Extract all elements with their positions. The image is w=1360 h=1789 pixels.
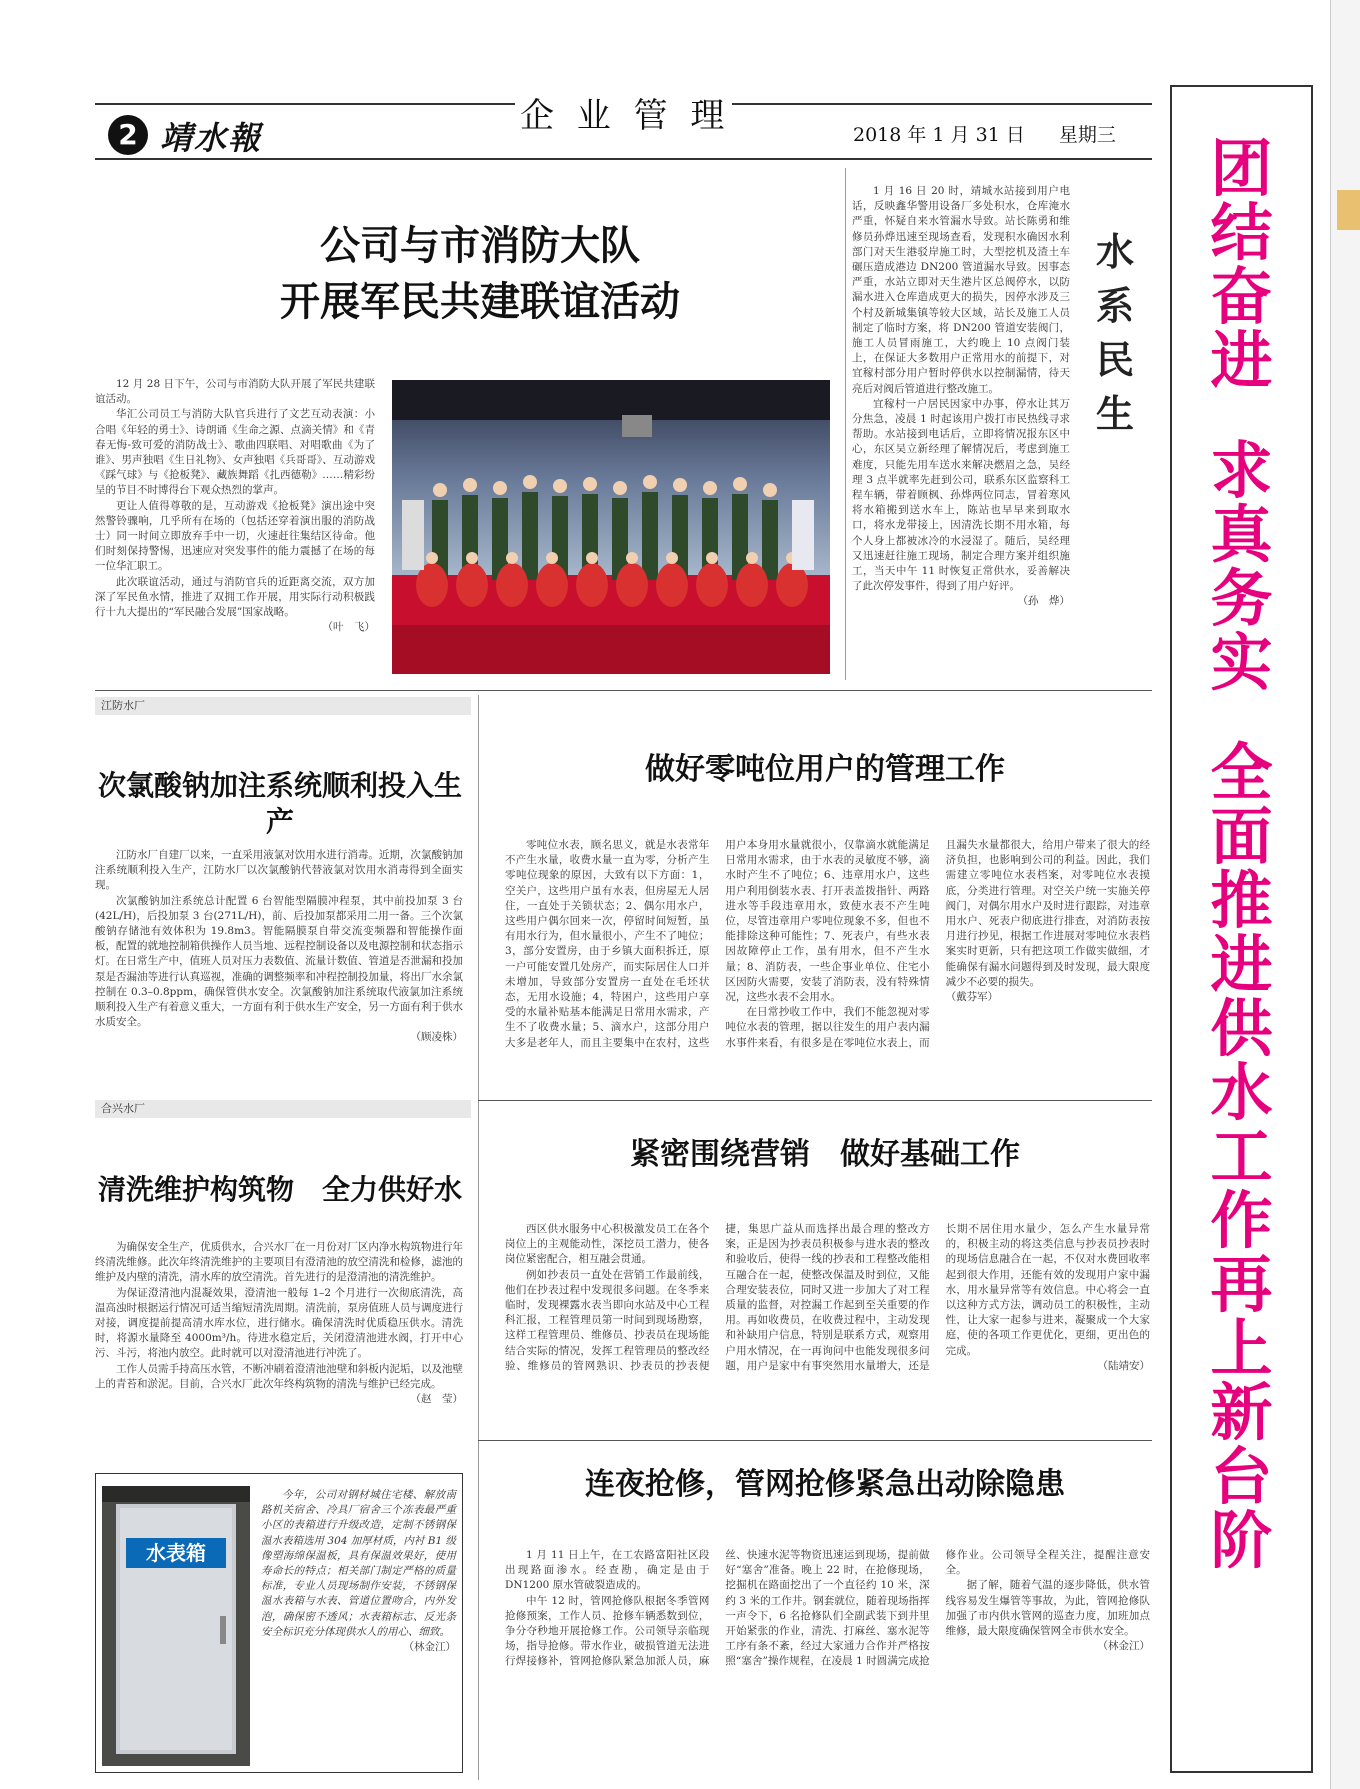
- slogan-char: 面: [1210, 800, 1273, 873]
- slogan-char: 工: [1210, 1120, 1273, 1193]
- article-fire-brigade-body: 12 月 28 日下午，公司与市消防大队开展了军民共建联谊活动。 华汇公司员工与消防大队官兵进行了文艺互动表演：小合唱《年轻的勇士》、诗朗诵《生命之源、点滴关情》和《青春无悔-致可爱的消防战士》、歌曲四联唱、对唱歌曲《为了谁》、男声独唱《生日礼物》、女声独唱《兵哥哥》、互动游戏《踩气球》与《抢板凳》、藏族舞蹈《扎西德勒》……精彩纷呈的节目不时博得台下观众热烈的掌声。 更让人值得尊敬的是，互动游戏《抢板凳》演出途中突然警铃骤响，几乎所有在场的（包括还穿着演出服的消防战士）同一时间立即放弃手中一切，火速赶往集结区待命。他们时刻保持警惕，迅速应对突发事件的能力震撼了在场的每一位华汇职工。 此次联谊活动，通过与消防官兵的近距离交流，双方加深了军民鱼水情，推进了双拥工作开展，用实际行动积极践行十九大提出的“军民融合发展”国家战略。 （叶 飞）: [95, 377, 375, 635]
- article-water-livelihood-title: 水 系 民 生: [1095, 229, 1134, 436]
- column-divider-left: [478, 695, 479, 1780]
- meter-box-photo: [102, 1486, 250, 1766]
- slogan-char: 上: [1210, 1312, 1273, 1385]
- weekday-text: 星期三: [1058, 124, 1116, 146]
- article-cleaning-structures-body: 为确保安全生产，优质供水，合兴水厂在一月份对厂区内净水构筑物进行年终清洗维修。此次年终清洗维护的主要项目有澄清池的放空清洗和检修，滤池的维护及内壁的清洗，清水库的放空清洗。首先进行的是澄清池的清洗维护。 为保证澄清池内混凝效果，澄清池一般每 1–2 个月进行一次彻底清洗，高温高浊时根据运行情况可适当缩短清洗周期。清洗前，泵房值班人员与调度进行对接，调度提前提高清水库水位，进行储水。确保清洗时优质稳压供水。清洗时，将源水量降至 4000m³/h。待进水稳定后，关闭澄清池进水阀，打开中心污、斗污，将池内放空。此时就可以对澄清池进行冲洗了。 工作人员需手持高压水管，不断冲刷着澄清池池壁和斜板内泥垢，以及池壁上的青苔和淤泥。目前，合兴水厂此次年终构筑物的清洗与维护已经完成。 （赵 莹）: [95, 1240, 463, 1407]
- article-zero-tonnage-body: 零吨位水表，顾名思义，就是水表常年不产生水量，收费水量一直为零，分析产生零吨位现象的原因，大致有以下方面：1，空关户，这些用户虽有水表，但房屋无人居住，一直处于关锁状态；2、偶尔用水户，这些用户偶尔回来一次，停留时间短暂，虽有用水行为，但水量很小，产生不了吨位；3，部分安置房，由于乡镇大面积拆迁，原一户可能安置几处房产，而实际居住人口并未增加，导致部分安置房一直处在毛坯状态，无用水设施；4，特困户，这些用户享受的水量补贴基本能满足日常用水需求，产生不了收费水量；5、滴水户，这部分用户大多是老年人，而且主要集中在农村，这些用户本身用水量就很小，仅靠滴水就能满足日常用水需求，由于水表的灵敏度不够，滴水时产生不了吨位；6、违章用水户，这些用户利用倒装水表、打开表盖拨指针、两路进水等手段违章用水，致使水表不产生吨位，尽管违章用户零吨位现象不多，但也不能排除这种可能性；7、死表户，有些水表因故障停止工作，虽有用水，但不产生水量；8、消防表，一些企事业单位、住宅小区因防火需要，安装了消防表，没有特殊情况，这些水表不会用水。 在日常抄收工作中，我们不能忽视对零吨位水表的管理，据以往发生的用户表内漏水事件来看，有很多是在零吨位水表上，而且漏失水量都很大，给用户带来了很大的经济负担，也影响到公司的利益。因此，我们需建立零吨位水表档案，对零吨位水表摸底，分类进行管理。对空关户统一实施关停阀门，对偶尔用水户及时进行跟踪，对违章用水户、死表户彻底进行排查，对消防表按月进行抄见，根据工作进展对零吨位水表档案实时更新，只有把这项工作做实做细，才能确保有漏水问题得到及时发现，最大限度减少不必要的损失。 （戴芬军）: [505, 839, 1150, 1049]
- issue-date: [853, 120, 1116, 147]
- title-line-2: 开展军民共建联谊活动: [280, 278, 680, 325]
- slogan-char: 新: [1210, 1376, 1273, 1449]
- article-marketing-body: 西区供水服务中心积极激发员工在各个岗位上的主观能动性，深挖员工潜力，使各岗位紧密配合，相互融会贯通。 例如抄表员一直处在营销工作最前线，他们在抄表过程中发现很多问题。在冬季来临时，发现裸露水表当即向水站及中心工程科汇报，工程管理员第一时间到现场勘察，这样工程管理员、维修员、抄表员在现场能结合实际的情况，发挥工程管理员的整改经验、维修员的管网熟识、抄表员的抄表便捷，集思广益从而选择出最合理的整改方案，正是因为抄表员积极参与进水表的整改和验收后，使得一线的抄表和工程整改能相互融合在一起，使整改保温及时到位，又能合理安装表位，同时又进一步加大了对工程质量的监督，对控漏工作起到至关重要的作用。再如收费员，在收费过程中，主动发现和补缺用户信息，特别是联系方式，观察用户用水情况，在一再询问中也能发现很多问题，用户是家中有事突然用水量增大，还是长期不居住用水量少，怎么产生水量异常的，积极主动的将这类信息与抄表员抄表时的现场信息融合在一起，不仅对水费回收率起到很大作用，还能有效的发现用户家中漏水，用水量异常等有效信息。中心将会一直以这种方式方法，调动员工的积极性，主动性，让大家一起参与进来，凝聚成一个大家庭，使的各项工作更优化，更细，更出色的完成。 （陆靖安）: [505, 1222, 1150, 1374]
- slogan-char: 结: [1210, 196, 1273, 269]
- author: （赵 莹）: [410, 1393, 463, 1406]
- slogan-char: 奋: [1210, 260, 1273, 333]
- article-sodium-hypochlorite-body: 江防水厂自建厂以来，一直采用液氯对饮用水进行消毒。近期，次氯酸钠加注系统顺利投入生产，江防水厂以次氯酸钠代替液氯对饮用水消毒得到全面实现。 次氯酸钠加注系统总计配置 6 台智能型隔膜冲程泵，其中前投加泵 3 台(42L/H)，后投加泵 3 台(271L/H)，前、后投加泵都采用二用一备。三个次氯酸钠存储池有效体积为 19.8m3。智能隔膜泵自带交流变频器和智能操作面板，配置的就地控制箱供操作人员当地、远程控制设备以及电源控制和状态指示灯。在日常生产中，值班人员对压力表数值、流量计数值、管道是否泄漏和投加泵是否漏油等进行认真巡视，准确的调整频率和冲程控制投加量，将出厂水余氯控制在 0.3–0.8ppm，确保管供水安全。次氯酸钠加注系统取代液氯加注系统顺利投入生产有着意义重大，一方面有利于供水生产安全，另一方面有利于供水水质安全。 （顾凌株）: [95, 848, 463, 1046]
- header-rule-right: [732, 103, 1152, 105]
- slogan-char: 阶: [1210, 1504, 1273, 1577]
- slogan-char: 推: [1210, 864, 1273, 937]
- slogan-char: 进: [1210, 324, 1273, 397]
- slogan-char: 团: [1210, 132, 1273, 205]
- performance-photo: [392, 380, 830, 674]
- masthead: 靖水報: [160, 119, 263, 157]
- page-number-circle: [108, 115, 148, 155]
- page-number: 2: [118, 118, 138, 151]
- row-divider-1: [95, 690, 1152, 691]
- slogan-banner: [1170, 85, 1313, 1773]
- stage-group-photo: [392, 380, 830, 674]
- slogan-text: [1172, 87, 1311, 1577]
- slogan-char: 再: [1210, 1248, 1273, 1321]
- author: （林金江）: [403, 1641, 456, 1654]
- article-zero-tonnage-title: 做好零吨位用户的管理工作: [645, 752, 1005, 787]
- slogan-char: 作: [1210, 1184, 1273, 1257]
- slogan-gap: [1172, 695, 1311, 741]
- slogan-char: 进: [1210, 928, 1273, 1001]
- title-line-1: 公司与市消防大队: [320, 222, 640, 269]
- author: （孙 烨）: [1017, 595, 1070, 608]
- article-meter-box-body: 今年，公司对钢材城住宅楼、解放南路机关宿舍、冷具厂宿舍三个冻表最严重小区的表箱进行升级改造，定制不锈钢保温水表箱选用 304 加厚材质，内衬 B1 级像塑海绵保温板，具有保温效果好，使用寿命长的特点；相关部门制定严格的质量标准，专业人员现场制作安装，不锈钢保温水表箱与水表、管道位置吻合，内外发泡，确保密不透风；水表箱标志、反光条安全标识充分体现供水人的用心、细致。 （林金江）: [261, 1488, 456, 1655]
- article-night-repair-body: 1 月 11 日上午，在工农路富阳社区段出现路面渗水。经查勘，确定是由于 DN1200 原水管破裂造成的。 中午 12 时，管网抢修队根据冬季管网抢修预案，工作人员、抢修车辆悉数到位，争分夺秒地开展抢修工作。公司领导亲临现场，指导抢修。带水作业，破损管道无法进行焊接修补，管网抢修队紧急加派人员，麻丝、快速水泥等物资迅速运到现场，提前做好“塞舍”准备。晚上 22 时，在抢修现场，挖掘机在路面挖出了一个直径约 10 米，深约 3 米的工作井。钢套就位，随着现场指挥一声令下，6 名抢修队们全副武装下到井里开始紧张的作业，清洗、打麻丝、塞水泥等工序有条不紊，经过大家通力合作并严格按照“塞舍”操作规程，在凌晨 1 时圆满完成抢修作业。公司领导全程关注，提醒注意安全。 据了解，随着气温的逐步降低，供水管线容易发生爆管等事故，为此，管网抢修队加强了市内供水管网的巡查力度，加班加点维修，最大限度确保管网全市供水安全。 （林金江）: [505, 1549, 1150, 1668]
- slogan-char: 供: [1210, 992, 1273, 1065]
- date-text: 2018 年 1 月 31 日: [853, 124, 1025, 146]
- article-sodium-hypochlorite-title: 次氯酸钠加注系统顺利投入生产: [97, 769, 462, 838]
- section-tag-hexing: 合兴水厂: [95, 1100, 471, 1118]
- slogan-char: 台: [1210, 1440, 1273, 1513]
- slogan-char: 全: [1210, 736, 1273, 809]
- column-divider: [845, 168, 846, 680]
- slogan-gap: [1172, 393, 1311, 439]
- author: （顾凌株）: [410, 1031, 463, 1044]
- slogan-char: 务: [1210, 562, 1273, 635]
- meter-box-label: 水表箱: [146, 1541, 206, 1565]
- section-title: 企 业 管 理: [520, 96, 731, 136]
- slogan-char: 真: [1210, 498, 1273, 571]
- header-rule-left: [95, 103, 515, 105]
- author: （林金江）: [1097, 1640, 1150, 1653]
- header-bottom-rule: [95, 158, 1152, 160]
- slogan-char: 求: [1210, 434, 1273, 507]
- article-fire-brigade-title: [210, 218, 750, 330]
- section-tag-jiangfang: 江防水厂: [95, 697, 471, 715]
- stainless-meter-box-image: [102, 1486, 250, 1766]
- article-water-livelihood-body: 1 月 16 日 20 时，靖城水站接到用户电话，反映鑫华警用设备厂多处积水，仓库淹水严重，怀疑自来水管漏水导致。站长陈勇和维修员孙烨迅速至现场查看，发现积水确因水利部门对天生港驳岸施工时，大型挖机及渣土车碾压造成港边 DN200 管道漏水导致。因事态严重，水站立即对天生港片区总阀停水，以防漏水进入仓库造成更大的损失，因停水涉及三个村及新城集镇等较大区域，站长及施工人员制定了临时方案，将 DN200 管道安装阀门，施工人员冒雨施工，大约晚上 10 点阀门装上，在保证大多数用户正常用水的前提下，对宜稼村部分用户暂时停供水以控制漏情，待天亮后对阀后管道进行整改施工。 宜稼村一户居民因家中办事，停水让其万分焦急，凌晨 1 时起该用户拨打市民热线寻求帮助。水站接到电话后，立即将情况报东区中心，东区吴立新经理了解情况后，考虑到施工难度，只能先用车送水来解决燃眉之急，吴经理 3 点半就率先赶到公司，联系东区监察科工程车辆，带着顾枫、孙烨两位同志，冒着寒风将水箱搬到送水车上，陈站也早早来到取水口，将水龙带接上，因清洗长期不用水箱，每个人身上都被冰冷的水浸湿了。随后，吴经理又迅速赶往施工现场，制定合理方案并组织施工，当天中午 11 时恢复正常供水，妥善解决了此次停发事件，得到了用户好评。 （孙 烨）: [852, 184, 1070, 610]
- author: （叶 飞）: [322, 621, 375, 634]
- article-night-repair-title: 连夜抢修，管网抢修紧急出动除隐患: [585, 1467, 1065, 1502]
- slogan-char: 水: [1210, 1056, 1273, 1129]
- article-marketing-title: 紧密围绕营销 做好基础工作: [630, 1137, 1020, 1172]
- adjacent-page-edge: [1330, 0, 1360, 1789]
- row-divider-3: [478, 1440, 1152, 1441]
- row-divider-2: [478, 1100, 1152, 1101]
- slogan-char: 实: [1210, 626, 1273, 699]
- article-meter-box: [95, 1473, 463, 1773]
- article-cleaning-structures-title: 清洗维护构筑物 全力供好水: [97, 1173, 462, 1206]
- author: （戴芬军）: [945, 991, 999, 1004]
- author: （陆靖安）: [1097, 1359, 1150, 1372]
